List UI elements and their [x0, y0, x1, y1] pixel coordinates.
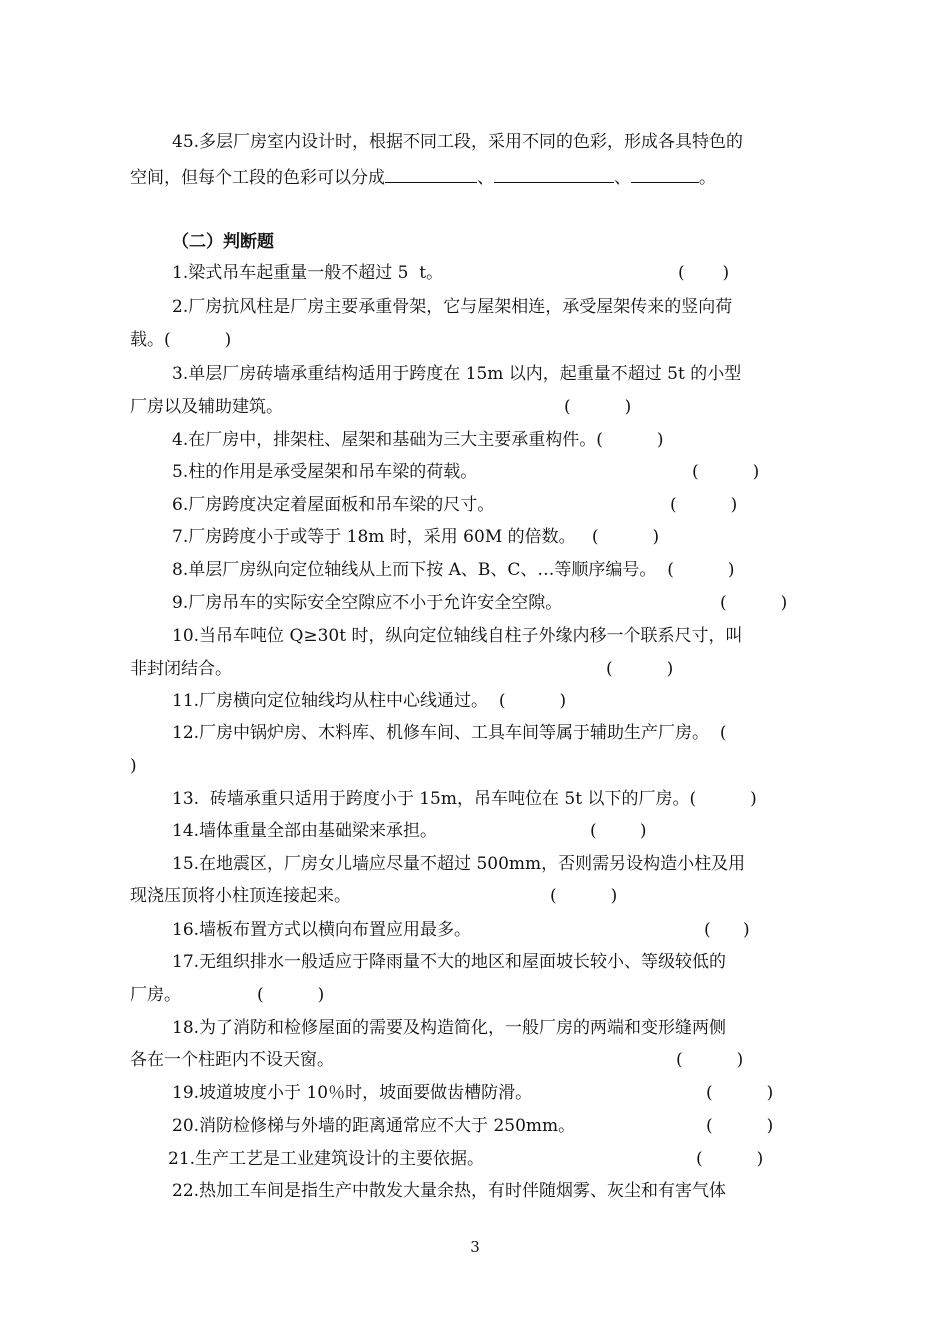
item-1: 1.梁式吊车起重量一般不超过 5 t。 [172, 263, 444, 283]
item-16: 16.墙板布置方式以横向布置应用最多。 [172, 920, 472, 940]
answer-bracket: ( ) [590, 821, 647, 841]
item-4: 4.在厂房中，排架柱、屋架和基础为三大主要承重构件。( ) [172, 430, 664, 450]
q45-line2-prefix: 空间，但每个工段的色彩可以分成 [130, 168, 385, 188]
answer-bracket: ( ) [257, 985, 325, 1005]
item-20: 20.消防检修梯与外墙的距离通常应不大于 250mm。 [172, 1116, 576, 1136]
blank-3 [631, 164, 699, 183]
item-15-cont: 现浇压顶将小柱顶连接起来。 [130, 886, 351, 906]
item-12-cont: ) [130, 756, 137, 776]
answer-bracket: ( ) [606, 659, 674, 679]
answer-bracket: ( ) [692, 462, 760, 482]
blank-2 [494, 164, 614, 183]
item-19: 19.坡道坡度小于 10％时，坡面要做齿槽防滑。 [172, 1083, 533, 1103]
item-11: 11.厂房横向定位轴线均从柱中心线通过。 ( ) [172, 691, 567, 711]
item-17-cont: 厂房。 [130, 985, 181, 1005]
item-18: 18.为了消防和检修屋面的需要及构造简化，一般厂房的两端和变形缝两侧 [172, 1018, 727, 1038]
sentence-end: 。 [699, 168, 716, 188]
item-18-cont: 各在一个柱距内不设天窗。 [130, 1050, 334, 1070]
blank-1 [385, 164, 477, 183]
item-3-cont: 厂房以及辅助建筑。 [130, 397, 283, 417]
item-14: 14.墙体重量全部由基础梁来承担。 [172, 821, 438, 841]
item-12: 12.厂房中锅炉房、木料库、机修车间、工具车间等属于辅助生产厂房。 ( [172, 723, 727, 743]
item-3: 3.单层厂房砖墙承重结构适用于跨度在 15m 以内，起重量不超过 5t 的小型 [172, 364, 742, 384]
separator: 、 [614, 168, 631, 188]
item-2-cont: 载。( ) [130, 330, 232, 350]
answer-bracket: ( ) [564, 397, 632, 417]
answer-bracket: ( ) [720, 593, 788, 613]
item-13: 13. 砖墙承重只适用于跨度小于 15m，吊车吨位在 5t 以下的厂房。( ) [172, 789, 757, 809]
item-10: 10.当吊车吨位 Q≥30t 时，纵向定位轴线自柱子外缘内移一个联系尺寸，叫 [172, 626, 743, 646]
q45-line1: 45.多层厂房室内设计时，根据不同工段，采用不同的色彩，形成各具特色的 [172, 132, 744, 152]
separator: 、 [477, 168, 494, 188]
answer-bracket: ( ) [676, 1050, 744, 1070]
section-heading: （二）判断题 [172, 232, 274, 252]
item-17: 17.无组织排水一般适应于降雨量不大的地区和屋面坡长较小、等级较低的 [172, 952, 727, 972]
item-5: 5.柱的作用是承受屋架和吊车梁的荷载。 [172, 462, 478, 482]
item-15: 15.在地震区，厂房女儿墙应尽量不超过 500mm，否则需另设构造小柱及用 [172, 854, 746, 874]
answer-bracket: ( ) [706, 1083, 774, 1103]
page-number: 3 [470, 1238, 480, 1256]
answer-bracket: ( ) [704, 920, 750, 940]
item-7: 7.厂房跨度小于或等于 18m 时，采用 60M 的倍数。 ( ) [172, 527, 660, 547]
answer-bracket: ( ) [550, 886, 618, 906]
answer-bracket: ( ) [678, 263, 730, 283]
item-8: 8.单层厂房纵向定位轴线从上而下按 A、B、C、…等顺序编号。 ( ) [172, 560, 735, 580]
item-10-cont: 非封闭结合。 [130, 659, 232, 679]
answer-bracket: ( ) [670, 495, 738, 515]
item-2: 2.厂房抗风柱是厂房主要承重骨架，它与屋架相连，承受屋架传来的竖向荷 [172, 297, 733, 317]
item-6: 6.厂房跨度决定着屋面板和吊车梁的尺寸。 [172, 495, 495, 515]
answer-bracket: ( ) [696, 1149, 764, 1169]
item-22: 22.热加工车间是指生产中散发大量余热，有时伴随烟雾、灰尘和有害气体 [172, 1181, 727, 1201]
item-21: 21.生产工艺是工业建筑设计的主要依据。 [168, 1149, 485, 1169]
answer-bracket: ( ) [706, 1116, 774, 1136]
q45-line2 [130, 164, 716, 190]
item-9: 9.厂房吊车的实际安全空隙应不小于允许安全空隙。 [172, 593, 563, 613]
